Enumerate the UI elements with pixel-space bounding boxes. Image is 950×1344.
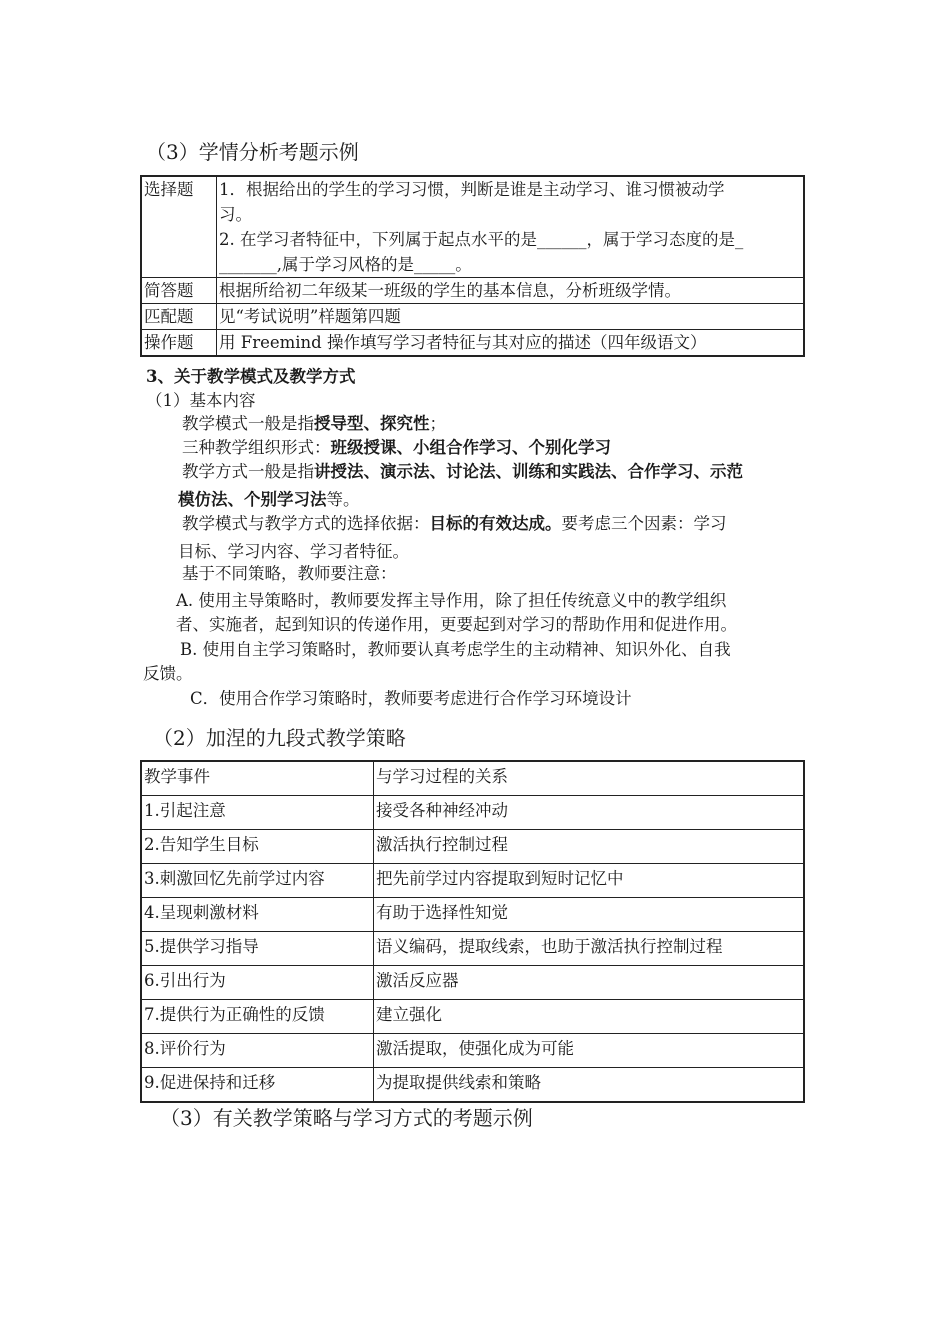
gagne-events-table: [140, 760, 805, 1103]
question-type-cell: 选择题: [141, 176, 217, 278]
paragraph-strategy-a-cont: 者、实施者，起到知识的传递作用，更要起到对学习的帮助作用和促进作用。: [176, 615, 737, 634]
question-content-cell: [217, 176, 805, 278]
table-row: [141, 1000, 804, 1034]
table-row: [141, 932, 804, 966]
exam-question-table: [140, 175, 805, 357]
paragraph-strategy-a: A. 使用主导策略时，教师要发挥主导作用，除了担任传统意义中的教学组织: [176, 591, 727, 610]
question-type-cell: 操作题: [141, 330, 217, 357]
text-run-bold: 讲授法、演示法、讨论法、训练和实践法、合作学习、示范: [314, 462, 743, 481]
table-row: [141, 898, 804, 932]
text-run: 教学模式一般是指: [182, 414, 314, 433]
process-cell: 语义编码，提取线索，也助于激活执行控制过程: [374, 932, 805, 966]
event-cell: 7.提供行为正确性的反馈: [141, 1000, 374, 1034]
question-line: 习。: [219, 205, 252, 224]
question-line: 2. 在学习者特征中，下列属于起点水平的是______，属于学习态度的是_: [219, 230, 744, 249]
text-run-bold: 班级授课、小组合作学习、个别化学习: [330, 438, 611, 457]
process-cell: 建立强化: [374, 1000, 805, 1034]
subheading-basic-content: （1）基本内容: [146, 391, 256, 410]
process-cell: 为提取提供线索和策略: [374, 1068, 805, 1103]
table-row: [141, 830, 804, 864]
process-cell: 有助于选择性知觉: [374, 898, 805, 932]
process-cell: 激活反应器: [374, 966, 805, 1000]
process-cell: 激活执行控制过程: [374, 830, 805, 864]
event-cell: 2.告知学生目标: [141, 830, 374, 864]
event-cell: 1.引起注意: [141, 796, 374, 830]
subheading-gagne: （2）加涅的九段式教学策略: [153, 726, 406, 750]
question-content-cell: 用 Freemind 操作填写学习者特征与其对应的描述（四年级语文）: [217, 330, 805, 357]
question-line: 1．根据给出的学生的学习习惯，判断是谁是主动学习、谁习惯被动学: [219, 180, 725, 199]
column-header: 教学事件: [141, 761, 374, 796]
paragraph-teaching-methods-cont: [178, 487, 360, 512]
table-row: [141, 796, 804, 830]
section-heading-strategy-exam: （3）有关教学策略与学习方式的考题示例: [160, 1106, 533, 1130]
text-run-bold: 目标的有效达成。: [429, 514, 562, 533]
text-run: ；: [429, 414, 446, 433]
event-cell: 5.提供学习指导: [141, 932, 374, 966]
process-cell: 接受各种神经冲动: [374, 796, 805, 830]
question-line: _______,属于学习风格的是_____。: [219, 255, 472, 274]
paragraph-organization-forms: [182, 435, 611, 460]
paragraph-selection-basis-cont: 目标、学习内容、学习者特征。: [178, 542, 409, 561]
question-type-cell: 简答题: [141, 278, 217, 304]
table-row: [141, 864, 804, 898]
event-cell: 6.引出行为: [141, 966, 374, 1000]
process-cell: 激活提取，使强化成为可能: [374, 1034, 805, 1068]
table-row: [141, 1034, 804, 1068]
table-row: [141, 176, 804, 278]
table-row: [141, 1068, 804, 1103]
paragraph-strategy-b: B. 使用自主学习策略时，教师要认真考虑学生的主动精神、知识外化、自我: [180, 640, 731, 659]
column-header: 与学习过程的关系: [374, 761, 805, 796]
paragraph-strategy-intro: 基于不同策略，教师要注意：: [182, 564, 397, 583]
text-run-bold: 授导型、探究性: [314, 414, 430, 433]
text-run: 教学方式一般是指: [182, 462, 314, 481]
text-run: 三种教学组织形式：: [182, 438, 331, 457]
table-row: [141, 278, 804, 304]
paragraph-strategy-b-cont: 反馈。: [143, 664, 193, 683]
table-row: [141, 304, 804, 330]
event-cell: 4.呈现刺激材料: [141, 898, 374, 932]
table-header-row: [141, 761, 804, 796]
event-cell: 9.促进保持和迁移: [141, 1068, 374, 1103]
section-heading-teaching-modes: 3、关于教学模式及教学方式: [146, 367, 356, 386]
event-cell: 3.刺激回忆先前学过内容: [141, 864, 374, 898]
event-cell: 8.评价行为: [141, 1034, 374, 1068]
text-run: 等。: [326, 490, 360, 509]
table-row: [141, 966, 804, 1000]
question-content-cell: 根据所给初二年级某一班级的学生的基本信息，分析班级学情。: [217, 278, 805, 304]
paragraph-teaching-mode: [182, 411, 446, 436]
text-run: 要考虑三个因素：学习: [561, 514, 727, 533]
process-cell: 把先前学过内容提取到短时记忆中: [374, 864, 805, 898]
question-type-cell: 匹配题: [141, 304, 217, 330]
paragraph-strategy-c: C．使用合作学习策略时，教师要考虑进行合作学习环境设计: [190, 689, 632, 708]
paragraph-selection-basis: [182, 511, 727, 536]
text-run: 教学模式与教学方式的选择依据：: [182, 514, 430, 533]
section-heading-learner-analysis: （3）学情分析考题示例: [146, 140, 359, 164]
paragraph-teaching-methods: [182, 459, 743, 484]
text-run-bold: 模仿法、个别学习法: [178, 490, 327, 509]
question-content-cell: 见“考试说明”样题第四题: [217, 304, 805, 330]
table-row: [141, 330, 804, 357]
